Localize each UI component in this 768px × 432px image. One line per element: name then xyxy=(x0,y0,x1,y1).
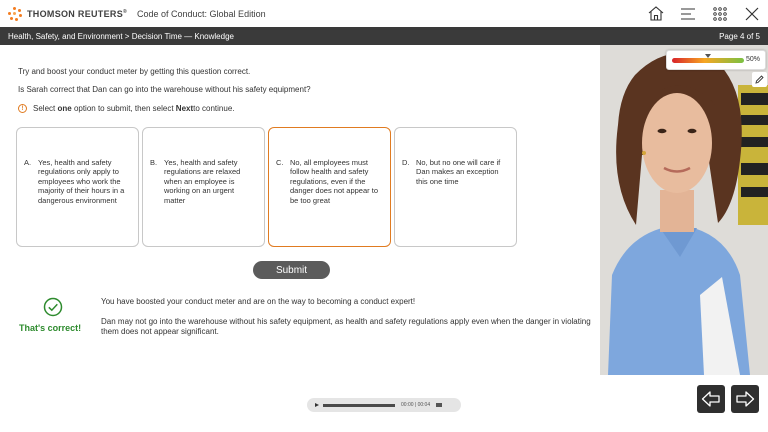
menu-button[interactable] xyxy=(672,0,704,27)
volume-icon[interactable] xyxy=(436,403,442,407)
menu-icon xyxy=(680,8,696,20)
media-time: 00:00 | 00:04 xyxy=(401,402,431,408)
seek-bar[interactable] xyxy=(323,404,395,407)
question-panel xyxy=(0,45,600,375)
close-button[interactable] xyxy=(736,0,768,27)
option-a[interactable]: A. Yes, health and safety regulations only apply to employees who work the majority of their hours in a dangerous environment xyxy=(16,127,139,247)
video-panel xyxy=(600,45,768,375)
check-circle-icon xyxy=(43,297,63,317)
answer-options xyxy=(16,127,517,247)
conduct-meter xyxy=(666,50,766,70)
top-bar xyxy=(0,0,768,27)
feedback-message: You have boosted your conduct meter and are on the way to becoming a conduct expert! xyxy=(101,297,416,306)
meter-bar xyxy=(672,58,744,63)
question-intro: Try and boost your conduct meter by getting this question correct. xyxy=(18,67,251,76)
top-toolbar xyxy=(640,0,768,27)
grid-button[interactable] xyxy=(704,0,736,27)
submit-button[interactable]: Submit xyxy=(253,261,330,279)
back-button[interactable] xyxy=(697,385,725,413)
course-title: Code of Conduct: Global Edition xyxy=(137,8,266,19)
brand xyxy=(8,7,127,21)
pencil-icon xyxy=(755,75,764,84)
info-alert-icon: ! xyxy=(18,104,27,113)
next-button[interactable] xyxy=(731,385,759,413)
media-player xyxy=(307,398,461,412)
breadcrumb-bar xyxy=(0,27,768,45)
close-icon xyxy=(745,7,759,21)
meter-marker-icon xyxy=(705,54,711,58)
home-button[interactable] xyxy=(640,0,672,27)
feedback-explanation: Dan may not go into the warehouse without his safety equipment, as health and safety regulations apply even when the danger in violating them does not appear significant. xyxy=(101,317,591,337)
meter-value: 50% xyxy=(745,56,760,63)
play-icon[interactable] xyxy=(315,403,319,407)
breadcrumb: Health, Safety, and Environment > Decision Time — Knowledge xyxy=(8,31,234,41)
page-indicator: Page 4 of 5 xyxy=(719,31,760,41)
brand-name: THOMSON REUTERS® xyxy=(27,8,127,19)
arrow-right-icon xyxy=(735,390,755,408)
thomson-reuters-logo-icon xyxy=(8,7,22,21)
option-c[interactable]: C. No, all employees must follow health and safety regulations, even if the danger does not appear to be too great xyxy=(268,127,391,247)
question-text: Is Sarah correct that Dan can go into the warehouse without his safety equipment? xyxy=(18,85,311,94)
home-icon xyxy=(648,6,664,21)
option-b[interactable]: B. Yes, health and safety regulations are relaxed when an employee is working on an urgent matter xyxy=(142,127,265,247)
instruction: ! Select one option to submit, then select Next to continue. xyxy=(18,104,235,113)
grid-icon xyxy=(713,7,727,21)
option-d[interactable]: D. No, but no one will care if Dan makes an exception this one time xyxy=(394,127,517,247)
edit-button[interactable] xyxy=(752,72,767,87)
arrow-left-icon xyxy=(701,390,721,408)
feedback-status: That's correct! xyxy=(19,323,82,333)
presenter-video-image xyxy=(600,45,768,375)
